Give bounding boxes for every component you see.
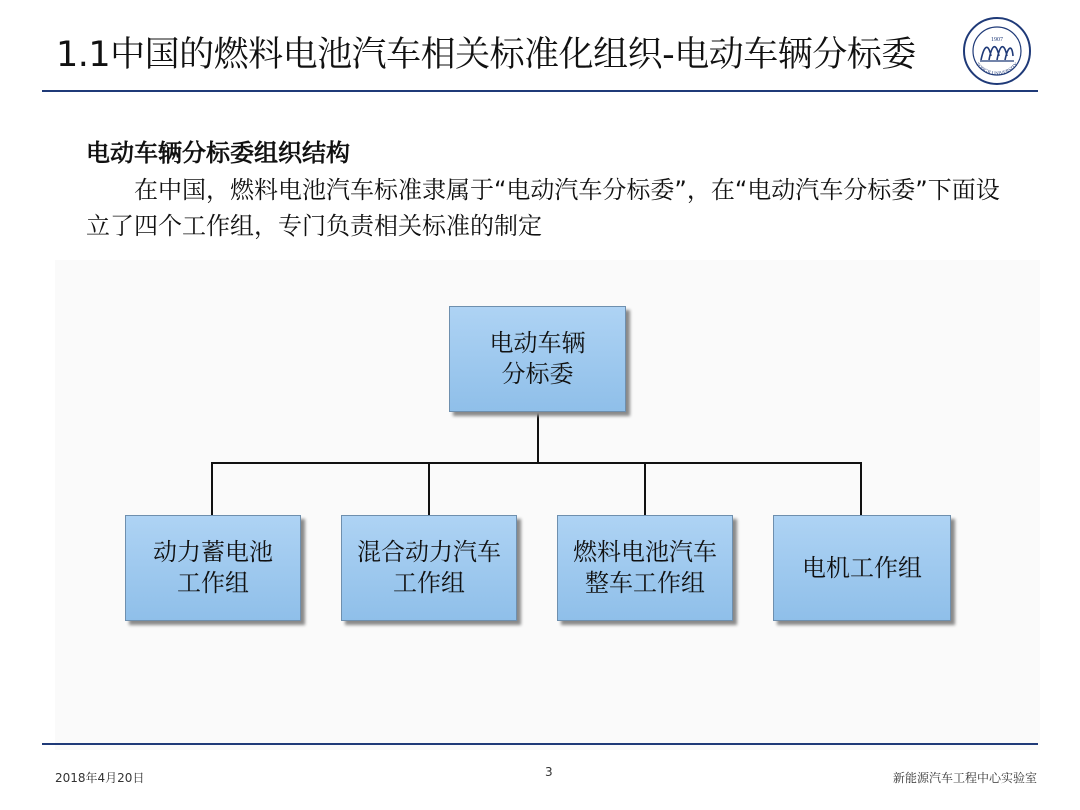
group-connector-2 [428,462,430,515]
page-number: 3 [545,765,553,779]
org-node-label-line: 工作组 [177,569,249,597]
university-seal-logo [962,16,1032,86]
group-connector-1 [211,462,213,515]
org-node-root-line-2: 分标委 [501,360,574,388]
group-connector-3 [644,462,646,515]
org-node-root [449,306,626,412]
footer-lab-name: 新能源汽车工程中心实验室 [892,771,1037,785]
org-node-label-line: 整车工作组 [585,569,705,597]
horizontal-bus-connector [211,462,862,464]
header-rule [42,90,1038,92]
group-connector-4 [860,462,862,515]
org-node-hybrid-group [341,515,517,621]
org-node-fuel-cell-group [557,515,733,621]
org-node-motor-group [773,515,951,621]
slide-title: 1.1中国的燃料电池汽车相关标准化组织-电动车辆分标委 [56,35,916,75]
org-node-root-line-1: 电动车辆 [489,329,586,357]
logo-year: 1907 [991,37,1003,43]
body-paragraph: 在中国，燃料电池汽车标准隶属于“电动汽车分标委”，在“电动汽车分标委”下面设立了四个工作组，专门负责相关标准的制定 [86,176,1000,240]
org-node-label-line: 电机工作组 [802,553,922,582]
footer-date: 2018年4月20日 [55,771,145,785]
footer-rule [42,743,1038,745]
root-stem-connector [537,411,539,463]
section-heading: 电动车辆分标委组织结构 [86,139,350,167]
org-node-label-line: 工作组 [393,569,465,597]
svg-text:TONGJI UNIVERSITY [974,62,1020,77]
org-node-label-line: 动力蓄电池 [153,538,273,566]
org-node-label-line: 混合动力汽车 [357,538,501,566]
org-node-battery-group [125,515,301,621]
logo-university-text: TONGJI UNIVERSITY [974,62,1020,77]
org-node-label-line: 燃料电池汽车 [573,538,717,566]
